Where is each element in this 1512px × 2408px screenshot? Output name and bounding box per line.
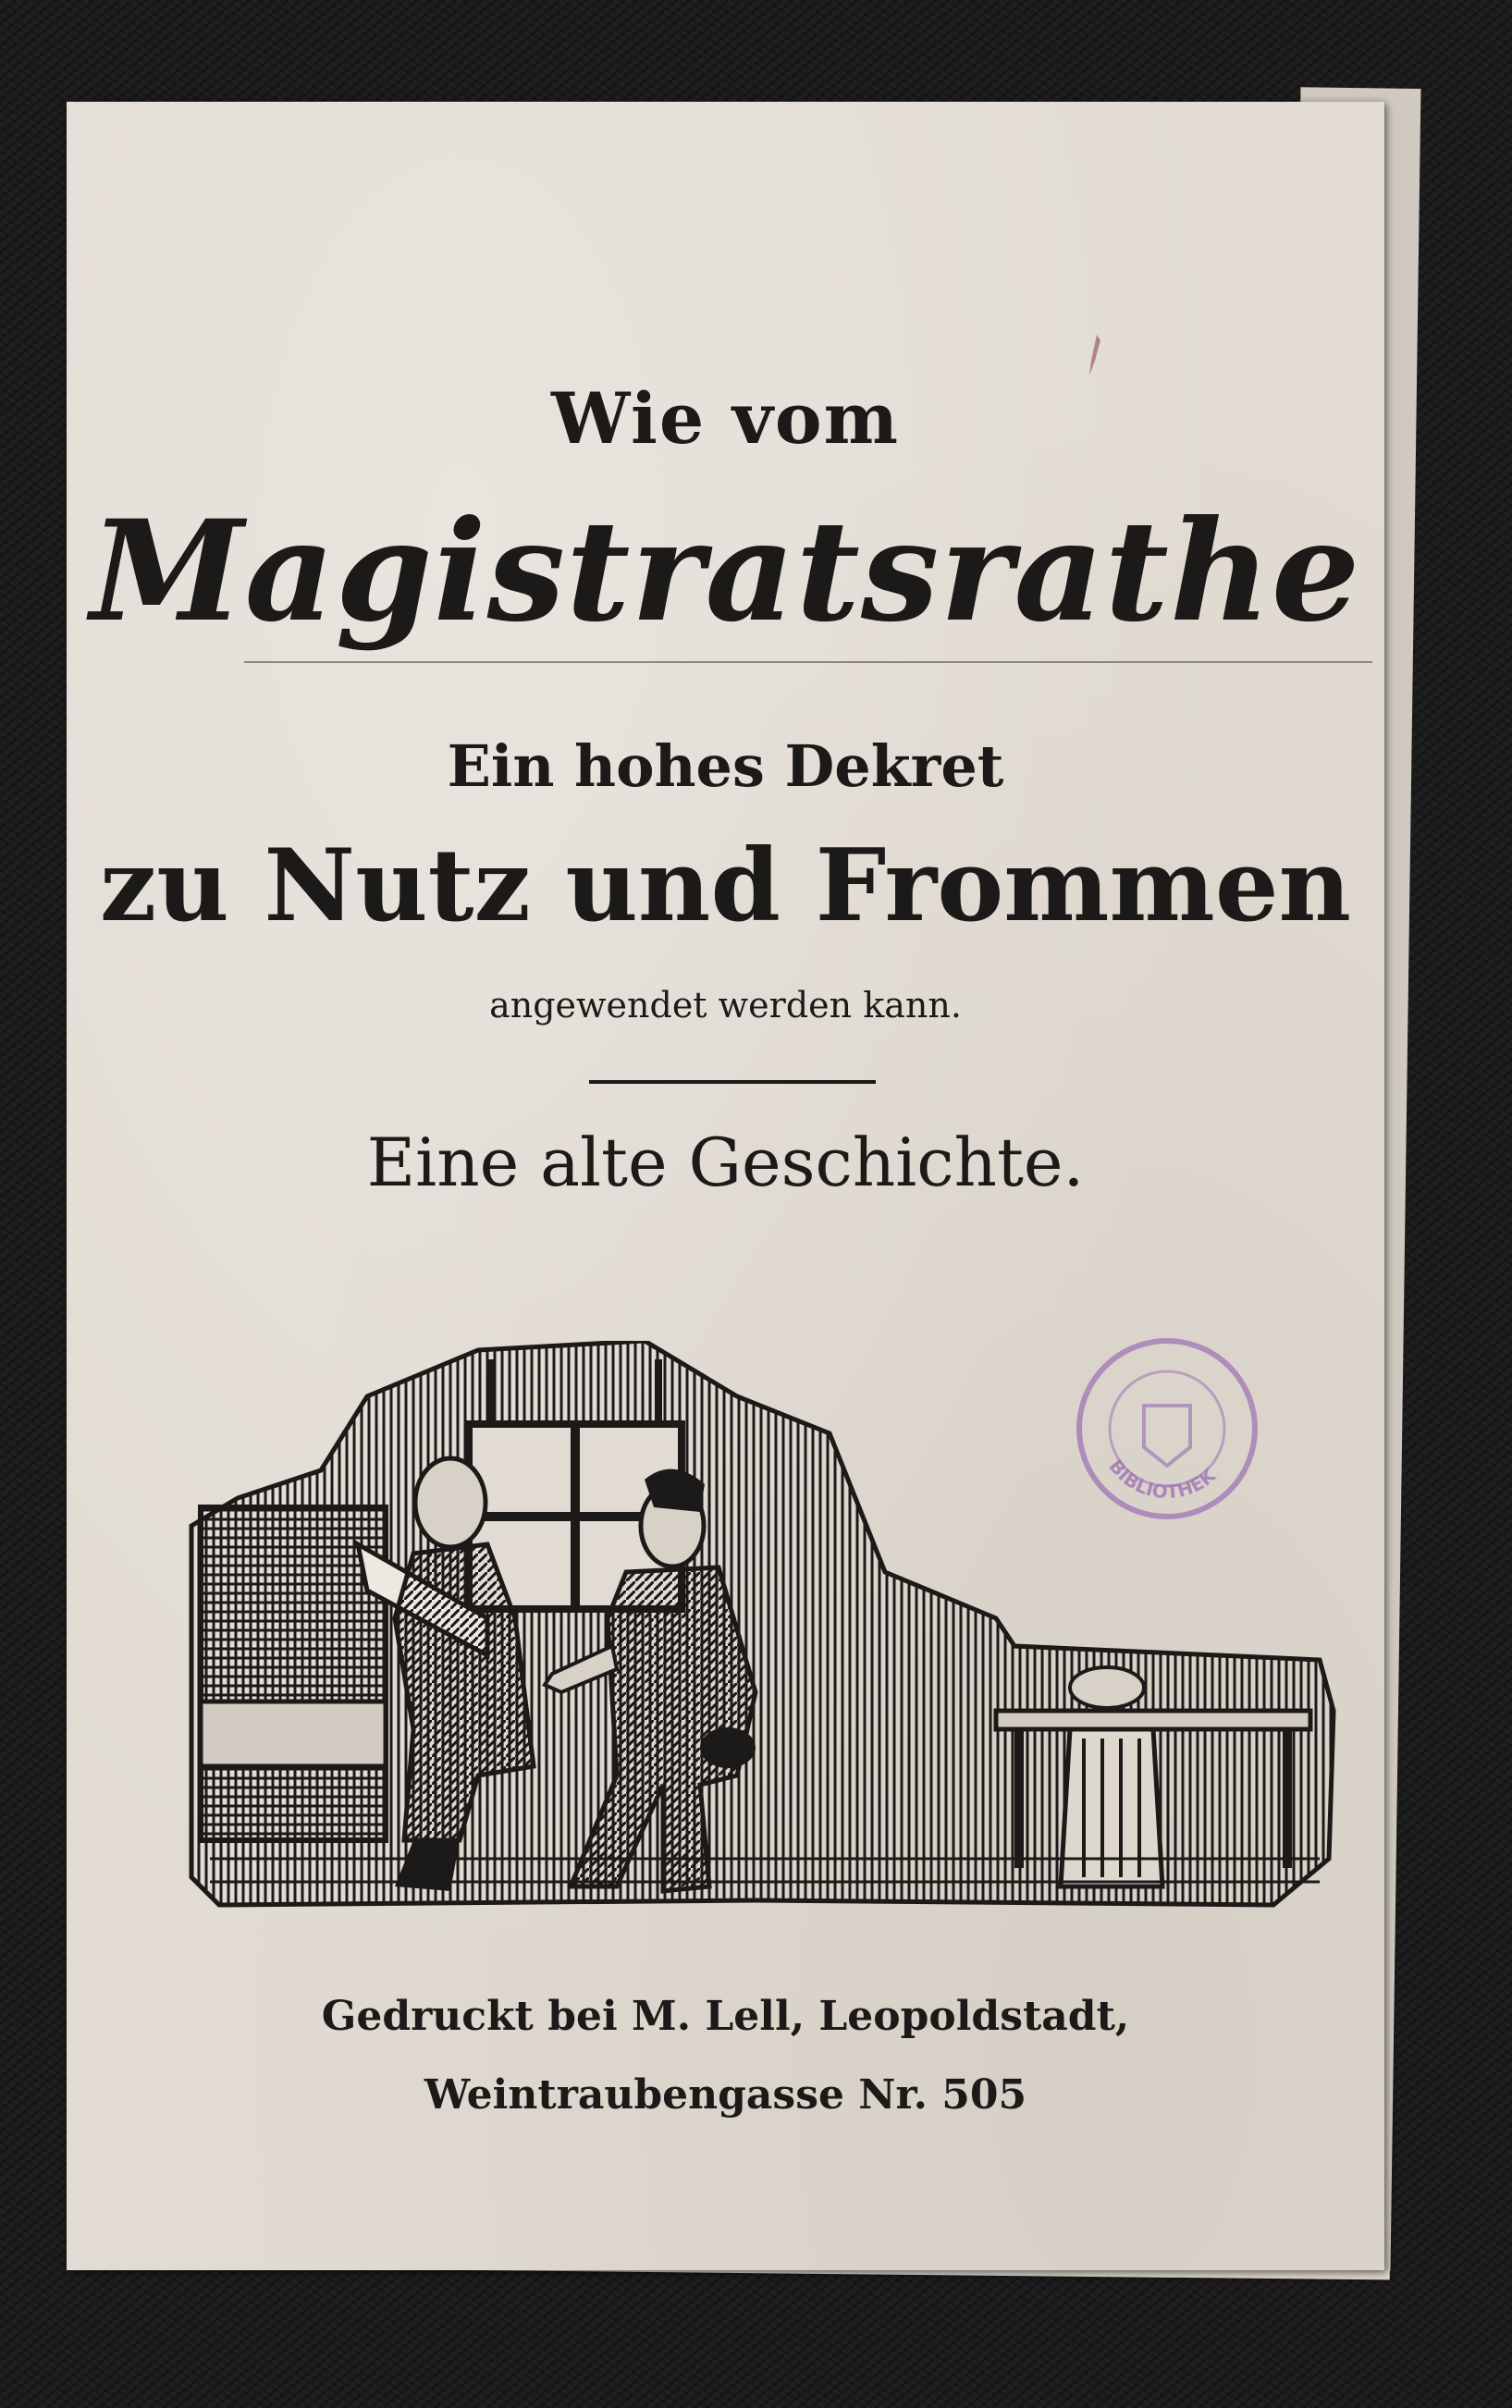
stamp-text: BIBLIOTHEK	[1104, 1455, 1220, 1504]
title-line-2: Magistratsrathe	[90, 490, 1361, 653]
ink-smudge	[1086, 333, 1104, 379]
subtitle: Eine alte Geschichte.	[366, 1124, 1085, 1201]
imprint-line-1: Gedruckt bei M. Lell, Leopoldstadt,	[321, 1993, 1130, 2040]
title-page	[67, 102, 1384, 2270]
pencil-underline	[244, 661, 1372, 663]
divider-rule	[589, 1080, 876, 1084]
library-stamp	[1070, 1332, 1264, 1526]
title-line-3: Ein hohes Dekret	[447, 732, 1004, 800]
title-line-4: zu Nutz und Frommen	[99, 828, 1352, 944]
title-line-1: Wie vom	[551, 377, 900, 460]
imprint-line-2: Weintraubengasse Nr. 505	[424, 2071, 1027, 2119]
title-line-5: angewendet werden kann.	[489, 985, 962, 1026]
